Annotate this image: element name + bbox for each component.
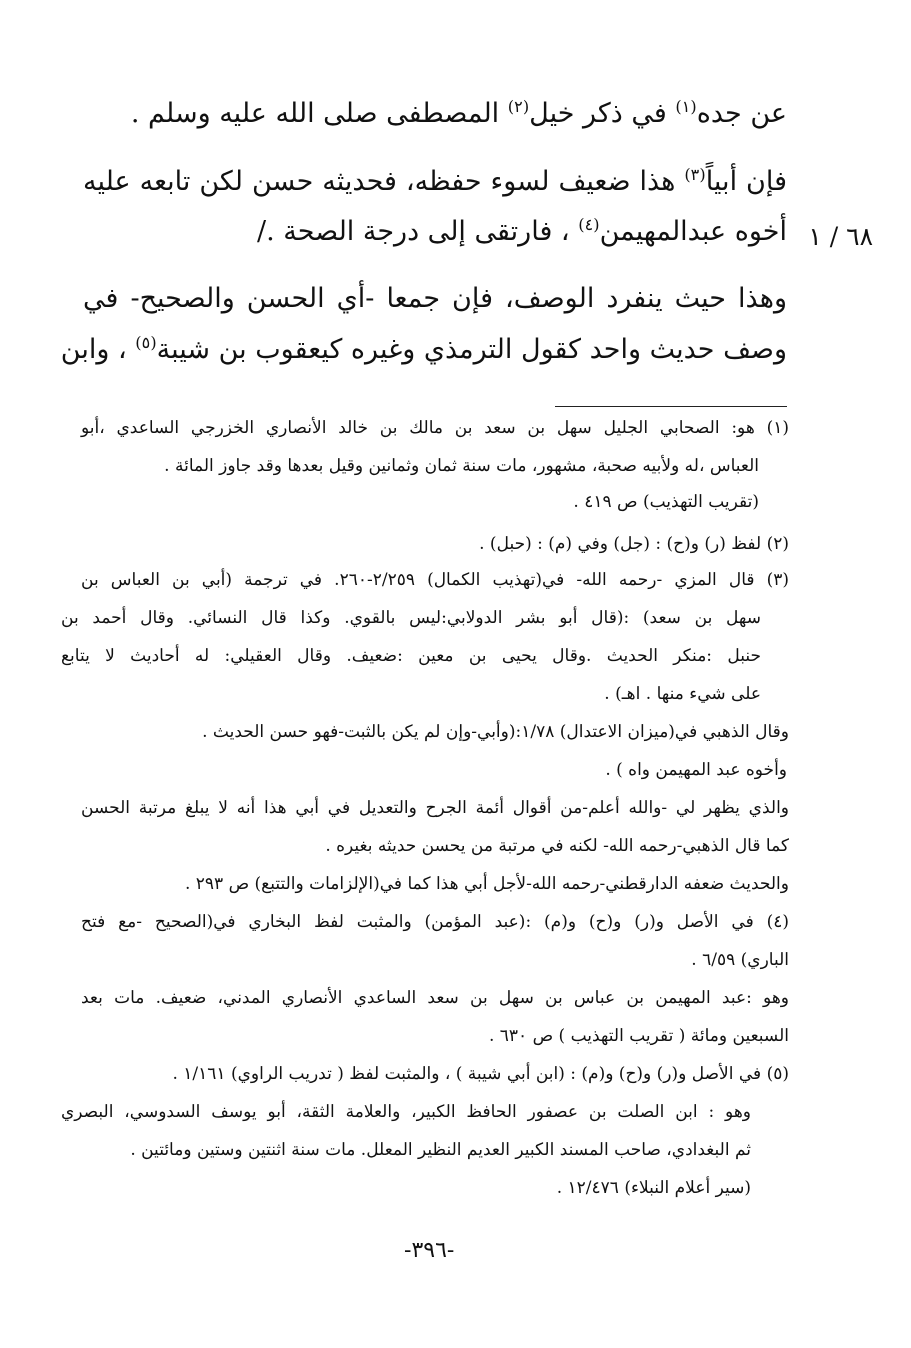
- footnote-4-line-2: الباري) ٦/٥٩ .: [691, 950, 789, 970]
- footnote-5-line-2: وهو : ابن الصلت بن عصفور الحافظ الكبير، والعلامة الثقة، أبو يوسف السدوسي، البصري: [61, 1102, 751, 1122]
- page-number: -٣٩٦-: [404, 1238, 455, 1263]
- footnote-3-line-8: كما قال الذهبي-رحمه الله- لكنه في مرتبة من يحسن حديثه بغيره .: [325, 836, 789, 856]
- footnote-5-line-3: ثم البغدادي، صاحب المسند الكبير العديم النظير المعلل. مات سنة اثنتين وستين ومائتين .: [130, 1140, 751, 1160]
- footnote-5-line-1: (٥) في الأصل و(ر) و(ح) و(م) : (ابن أبي شيبة ) ، والمثبت لفظ ( تدريب الراوي) ١/١٦١ .: [172, 1064, 789, 1084]
- footnote-3-line-7: والذي يظهر لي -والله أعلم-من أقوال أئمة الجرح والتعديل في أبي هذا أنه لا يبلغ مرتبة الحسن: [81, 798, 789, 818]
- footnote-3-line-4: على شيء منها . اهـ) .: [604, 684, 761, 704]
- footnote-1-line-1: (١) هو: الصحابي الجليل سهل بن سعد بن مالك بن خالد الأنصاري الخزرجي الساعدي ،أبو: [81, 418, 789, 438]
- main-line-1: عن جده$^{(١)}$ في ذكر خيل$^{(٢)}$ المصطفى صلى الله عليه وسلم .: [130, 97, 787, 129]
- footnote-4-line-1: (٤) في الأصل و(ر) و(ح) و(م) :(عبد المؤمن) والمثبت لفظ البخاري في(الصحيح -مع فتح: [81, 912, 789, 932]
- footnote-4-line-4: السبعين ومائة ( تقريب التهذيب ) ص ٦٣٠ .: [488, 1026, 789, 1046]
- footnote-3-line-9: والحديث ضعفه الدارقطني-رحمه الله-لأجل أبي هذا كما في(الإلزامات والتتبع) ص ٢٩٣ .: [184, 874, 789, 894]
- footnote-2: (٢) لفظ (ر) و(ح) : (جل) وفي (م) : (حبل) .: [479, 534, 789, 554]
- footnote-ref-5[interactable]: (٥): [135, 333, 157, 352]
- main-line-2: فإن أبياً$^{(٣)}$ هذا ضعيف لسوء حفظه، فحديثه حسن لكن تابعه عليه: [83, 165, 787, 197]
- footnote-5-line-4: (سير أعلام النبلاء) ١٢/٤٧٦ .: [556, 1178, 751, 1198]
- footnote-3-line-2: سهل بن سعد) :(قال أبو بشر الدولابي:ليس بالقوي. وكذا قال النسائي. وقال أحمد بن: [61, 608, 761, 628]
- main-line-5: وصف حديث واحد كقول الترمذي وغيره كيعقوب بن شيبة$^{(٥)}$ ، وابن: [60, 333, 787, 365]
- footnote-ref-4[interactable]: (٤): [578, 215, 600, 234]
- footnote-separator: [555, 406, 787, 407]
- footnote-ref-3[interactable]: (٣): [684, 165, 706, 184]
- footnote-ref-1[interactable]: (١): [675, 97, 697, 116]
- footnote-4-line-3: وهو :عبد المهيمن بن عباس بن سهل بن سعد الساعدي الأنصاري المدني، ضعيف. مات بعد: [81, 988, 789, 1008]
- footnote-3-line-3: حنبل :منكر الحديث .وقال يحيى بن معين :ضعيف. وقال العقيلي: له أحاديث لا يتابع: [61, 646, 761, 666]
- margin-marker: ٦٨ / ١: [808, 222, 873, 251]
- main-line-3: أخوه عبدالمهيمن$^{(٤)}$ ، فارتقى إلى درجة الصحة ./: [256, 215, 787, 247]
- footnote-1-line-2: العباس ،له ولأبيه صحبة، مشهور، مات سنة ثمان وثمانين وقيل بعدها وقد جاوز المائة .: [164, 456, 759, 476]
- footnote-ref-2[interactable]: (٢): [507, 97, 530, 116]
- footnote-1-line-3: (تقريب التهذيب) ص ٤١٩ .: [573, 492, 759, 512]
- main-line-4: وهذا حيث ينفرد الوصف، فإن جمعا -أي الحسن والصحيح- في: [83, 283, 787, 314]
- footnote-3-line-5: وقال الذهبي في(ميزان الاعتدال) ١/٧٨:(وأبي-وإن لم يكن بالثبت-فهو حسن الحديث .: [202, 722, 789, 742]
- footnote-3-line-1: (٣) قال المزي -رحمه الله- في(تهذيب الكمال) ٢/٢٥٩-٢٦٠. في ترجمة (أبي بن العباس بن: [81, 570, 789, 590]
- footnote-3-line-6: وأخوه عبد المهيمن واه ) .: [605, 760, 787, 780]
